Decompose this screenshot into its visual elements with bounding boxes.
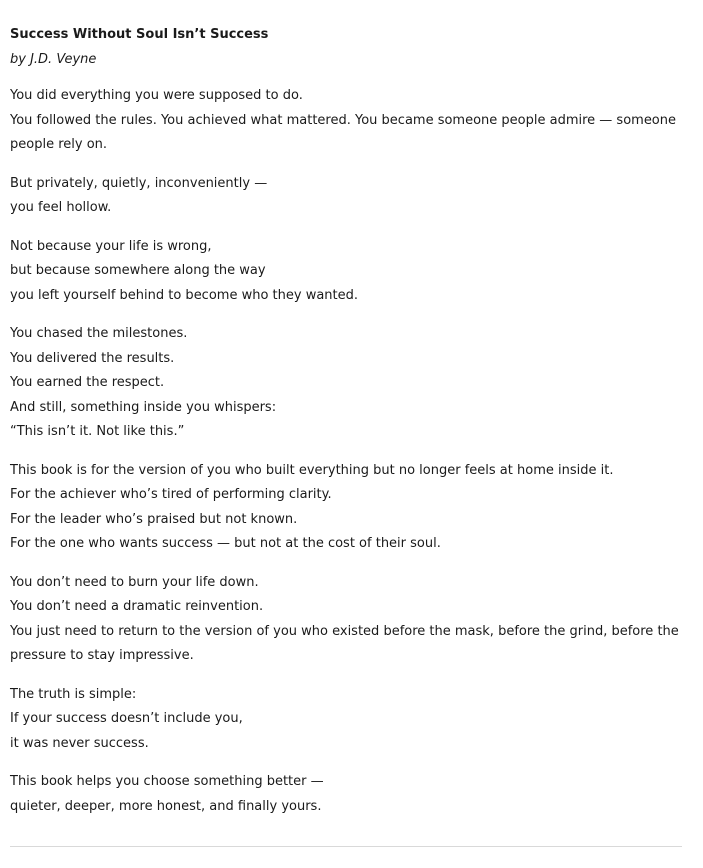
paragraph-line: you left yourself behind to become who they wanted. xyxy=(10,287,359,303)
paragraph-line: For the one who wants success — but not at the cost of their soul. xyxy=(10,536,441,551)
paragraph-line: You followed the rules. You achieved what mattered. You became someone people admire — someone people rely on. xyxy=(10,112,681,152)
description-paragraph xyxy=(10,235,682,309)
paragraph-line: “This isn’t it. Not like this.” xyxy=(10,424,185,439)
paragraph-line: You just need to return to the version of you who existed before the mask, before the grind, before the pressure to stay impressive. xyxy=(10,623,683,663)
paragraph-line: And still, something inside you whispers: xyxy=(10,399,277,415)
paragraph-line: You earned the respect. xyxy=(10,375,165,390)
paragraph-line: but because somewhere along the way xyxy=(10,263,266,278)
paragraph-line: This book helps you choose something better — xyxy=(10,774,324,789)
paragraph-line: You did everything you were supposed to do. xyxy=(10,88,303,103)
book-author: by J.D. Veyne xyxy=(10,52,97,67)
book-description xyxy=(10,25,682,819)
description-paragraph xyxy=(10,571,682,669)
paragraph-line: You don’t need to burn your life down. xyxy=(10,574,259,590)
description-paragraph xyxy=(10,172,682,221)
description-paragraph xyxy=(10,683,682,757)
paragraph-line: If your success doesn’t include you, xyxy=(10,711,243,726)
paragraph-line: Not because your life is wrong, xyxy=(10,238,212,254)
description-paragraph xyxy=(10,322,682,445)
paragraph-line: you feel hollow. xyxy=(10,200,112,215)
description-paragraph xyxy=(10,459,682,557)
paragraph-line: You delivered the results. xyxy=(10,350,175,366)
paragraph-line: quieter, deeper, more honest, and finally yours. xyxy=(10,798,322,814)
divider xyxy=(10,846,682,847)
paragraph-line: it was never success. xyxy=(10,735,149,751)
book-title: Success Without Soul Isn’t Success xyxy=(10,27,269,42)
paragraph-line: For the leader who’s praised but not known. xyxy=(10,511,298,527)
paragraph-line: The truth is simple: xyxy=(10,686,137,702)
description-paragraph xyxy=(10,84,682,158)
paragraph-line: But privately, quietly, inconveniently — xyxy=(10,175,268,191)
paragraph-line: For the achiever who’s tired of performing clarity. xyxy=(10,487,332,502)
description-body xyxy=(10,84,682,819)
description-paragraph xyxy=(10,770,682,819)
paragraph-line: This book is for the version of you who built everything but no longer feels at home inside it. xyxy=(10,462,614,478)
paragraph-line: You chased the milestones. xyxy=(10,326,188,341)
paragraph-line: You don’t need a dramatic reinvention. xyxy=(10,599,264,614)
